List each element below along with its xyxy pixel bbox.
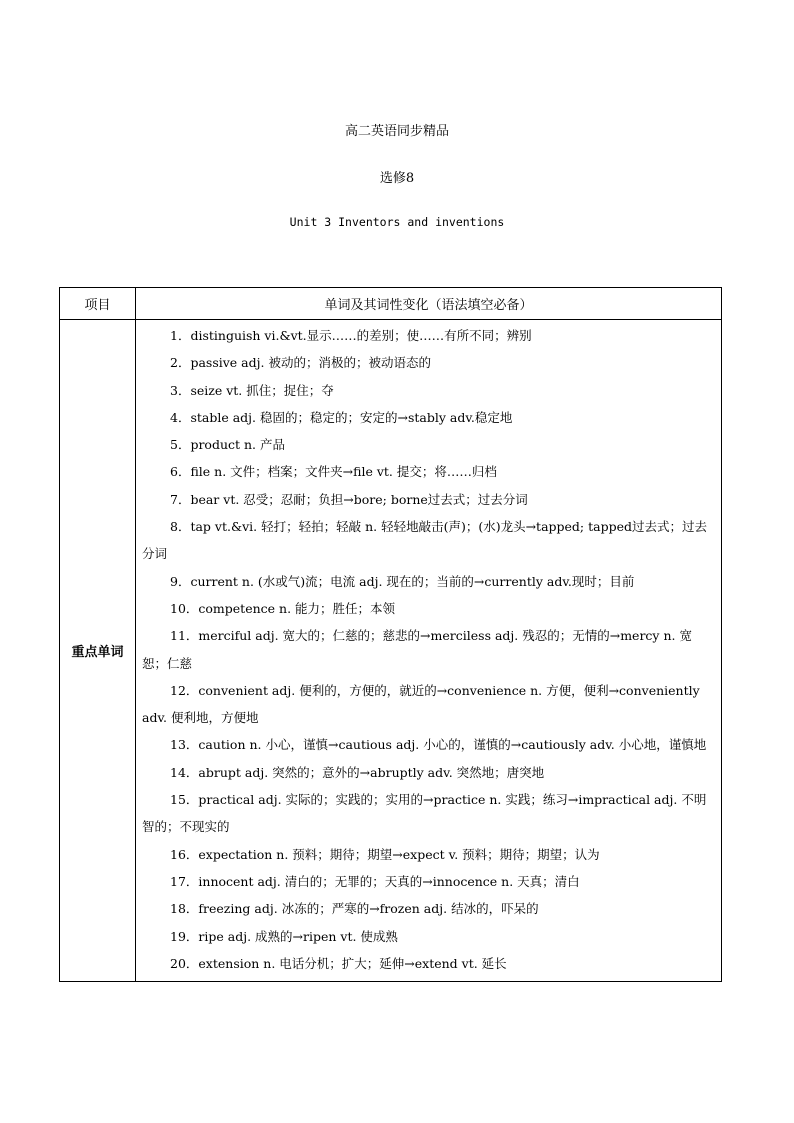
column-header-item: 项目 — [60, 288, 136, 320]
table-header-row — [60, 288, 722, 320]
document-subtitle: 选修8 — [379, 171, 415, 186]
vocab-entry: 18．freezing adj. 冰冻的；严寒的→frozen adj. 结冰的，吓呆的 — [170, 901, 539, 917]
vocab-entry: 5．product n. 产品 — [170, 437, 286, 453]
vocabulary-table — [59, 287, 722, 982]
row-label-key-words: 重点单词 — [60, 320, 136, 982]
vocab-entry: 1．distinguish vi.&vt.显示……的差别；使……有所不同；辨别 — [170, 328, 532, 343]
document-title: 高二英语同步精品 — [344, 124, 449, 139]
vocab-entry: 15．practical adj. 实际的；实践的；实用的→practice n. 实践；练习→impractical adj. 不明智的；不现实的 — [142, 792, 707, 835]
table-row — [60, 320, 722, 982]
vocab-entry: 13．caution n. 小心，谨慎→cautious adj. 小心的，谨慎的→cautiously adv. 小心地，谨慎地 — [170, 737, 707, 753]
vocab-entry: 17．innocent adj. 清白的；无罪的；天真的→innocence n. 天真；清白 — [170, 873, 580, 889]
vocab-entry: 16．expectation n. 预料；期待；期望→expect v. 预料；期待；期望；认为 — [170, 846, 600, 862]
vocab-entry: 4．stable adj. 稳固的；稳定的；安定的→stably adv.稳定地 — [170, 409, 513, 425]
vocab-entry: 20．extension n. 电话分机；扩大；延伸→extend vt. 延长 — [170, 955, 507, 971]
vocab-entry: 8．tap vt.&vi. 轻打；轻拍；轻敲 n. 轻轻地敲击(声)；(水)龙头→tapped; tapped过去式；过去分词 — [142, 519, 707, 562]
vocab-entry: 12．convenient adj. 便利的，方便的，就近的→convenience n. 方便，便利→conveniently adv. 便利地，方便地 — [142, 682, 700, 726]
vocab-entry: 19．ripe adj. 成熟的→ripen vt. 使成熟 — [170, 928, 398, 944]
vocab-entry: 2．passive adj. 被动的；消极的；被动语态的 — [170, 355, 431, 371]
vocab-entry: 6．file n. 文件；档案；文件夹→file vt. 提交；将……归档 — [170, 464, 497, 480]
vocab-entry: 10．competence n. 能力；胜任；本领 — [170, 600, 396, 616]
words-cell — [136, 320, 722, 982]
vocab-entry: 14．abrupt adj. 突然的；意外的→abruptly adv. 突然地；唐突地 — [170, 764, 545, 780]
vocab-entry: 3．seize vt. 抓住；捉住；夺 — [170, 382, 334, 398]
vocab-entry: 11．merciful adj. 宽大的；仁慈的；慈悲的→merciless adj. 残忍的；无情的→mercy n. 宽恕；仁慈 — [142, 628, 692, 671]
vocab-entry: 7．bear vt. 忍受；忍耐；负担→bore; borne过去式；过去分词 — [170, 491, 528, 507]
column-header-words: 单词及其词性变化（语法填空必备） — [136, 288, 722, 320]
vocab-entry: 9．current n. (水或气)流；电流 adj. 现在的；当前的→currently adv.现时；目前 — [170, 573, 635, 589]
unit-heading: Unit 3 Inventors and inventions — [289, 215, 505, 229]
